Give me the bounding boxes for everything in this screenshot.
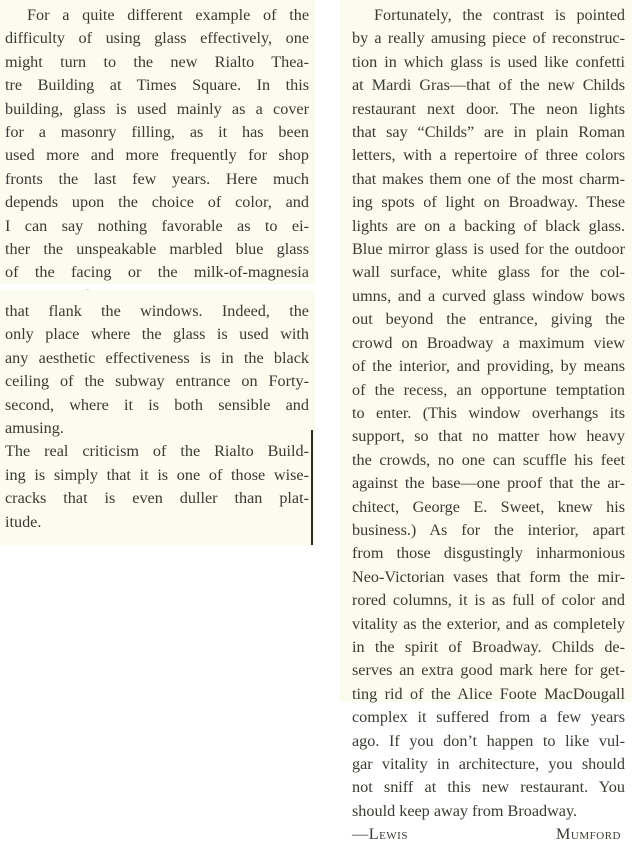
text-line: serves an extra good mark here for get- — [352, 661, 625, 680]
text-line: letters, with a repertoire of three colors — [352, 146, 625, 165]
text-line: fronts the last few years. Here much — [5, 169, 309, 188]
text-line: ago. If you don’t happen to like vul- — [352, 731, 625, 750]
text-line: that say “Childs” are in plain Roman — [352, 123, 625, 142]
text-line: wall surface, white glass for the col- — [352, 263, 625, 282]
text-line: in the spirit of Broadway. Childs de- — [352, 637, 625, 656]
text-line: difficulty of using glass effectively, one — [5, 29, 309, 48]
text-line: rored columns, it is as full of color and — [352, 591, 625, 610]
text-line: restaurant next door. The neon lights — [352, 99, 625, 118]
text-line: should keep away from Broadway. — [352, 801, 578, 820]
text-line: building, glass is used mainly as a cover — [5, 99, 309, 118]
text-line: amusing. — [5, 419, 64, 438]
text-block-left-top — [0, 0, 315, 284]
text-line: I can say nothing favorable as to ei- — [5, 216, 309, 235]
text-line: out beyond the entrance, giving the — [352, 310, 625, 329]
text-line: ther the unspeakable marbled blue glass — [5, 240, 309, 259]
text-line: For a quite different example of the — [27, 6, 309, 24]
text-line: ing is simply that it is one of those wise- — [5, 465, 309, 484]
text-block-left-bottom — [0, 290, 315, 546]
text-line: Fortunately, the contrast is pointed — [374, 6, 625, 24]
column-rule-left — [311, 430, 313, 545]
text-line: business.) As for the interior, apart — [352, 520, 625, 539]
text-line: ceiling of the subway entrance on Forty- — [5, 372, 309, 391]
paragraph-childs-restaurant — [352, 4, 625, 823]
text-line: any aesthetic effectiveness is in the black — [5, 348, 309, 367]
text-line: might turn to the new Rialto Thea- — [5, 52, 309, 71]
paragraph-rialto-intro — [5, 4, 309, 308]
text-block-right — [340, 0, 632, 844]
text-line: for a masonry filling, as it has been — [5, 123, 309, 142]
text-line: cracks that is even duller than plat- — [5, 489, 309, 508]
text-line: complex it suffered from a few years — [352, 708, 625, 727]
text-line: umns, and a curved glass window bows — [352, 286, 625, 305]
text-line: at Mardi Gras—that of the new Childs — [352, 76, 625, 95]
author-signature: —Lewis Mumford — [352, 825, 621, 844]
text-line: that flank the windows. Indeed, the — [5, 302, 309, 320]
text-line: gar vitality in architecture, you should — [352, 755, 625, 773]
text-line: ing spots of light on Broadway. These — [352, 193, 625, 212]
text-line: tre Building at Times Square. In this — [5, 76, 309, 95]
text-line: The real criticism of the Rialto Build- — [5, 442, 309, 461]
text-line: Neo-Victorian vases that form the mir- — [352, 567, 625, 586]
paragraph-rialto-criticism — [5, 440, 309, 534]
text-line: second, where it is both sensible and — [5, 395, 309, 414]
text-line: used more and more frequently for shop — [5, 146, 309, 165]
text-line: itude. — [5, 512, 42, 531]
text-line: to enter. (This window overhangs its — [352, 403, 625, 422]
text-line: by a really amusing piece of reconstruc- — [352, 29, 625, 48]
text-line: against the base—one proof that the ar- — [352, 474, 625, 493]
text-line: the crowds, no one can scuffle his feet — [352, 450, 625, 469]
text-line: not sniff at this new restaurant. You — [352, 778, 625, 797]
text-line: support, so that no matter how heavy — [352, 427, 625, 446]
text-line: vitality as the exterior, and as completely — [352, 614, 625, 633]
text-line: tion in which glass is used like confetti — [352, 52, 625, 71]
text-line: lights are on a backing of black glass. — [352, 216, 625, 235]
text-line: depends upon the choice of color, and — [5, 193, 309, 212]
text-line: chitect, George E. Sweet, knew his — [352, 497, 625, 516]
text-line: from those disgustingly inharmonious — [352, 544, 625, 563]
text-line: crowd on Broadway a maximum view — [352, 333, 625, 352]
text-line: that makes them one of the most charm- — [352, 169, 625, 188]
text-line: of the recess, an opportune temptation — [352, 380, 625, 399]
text-line: ting rid of the Alice Foote MacDougall — [352, 684, 625, 703]
text-line: Blue mirror glass is used for the outdoor — [352, 240, 625, 259]
paragraph-rialto-continued — [5, 300, 309, 440]
text-line: of the facing or the milk-of-magnesia — [5, 263, 309, 282]
text-line: only place where the glass is used with — [5, 325, 309, 344]
text-line: of the interior, and providing, by means — [352, 357, 625, 376]
